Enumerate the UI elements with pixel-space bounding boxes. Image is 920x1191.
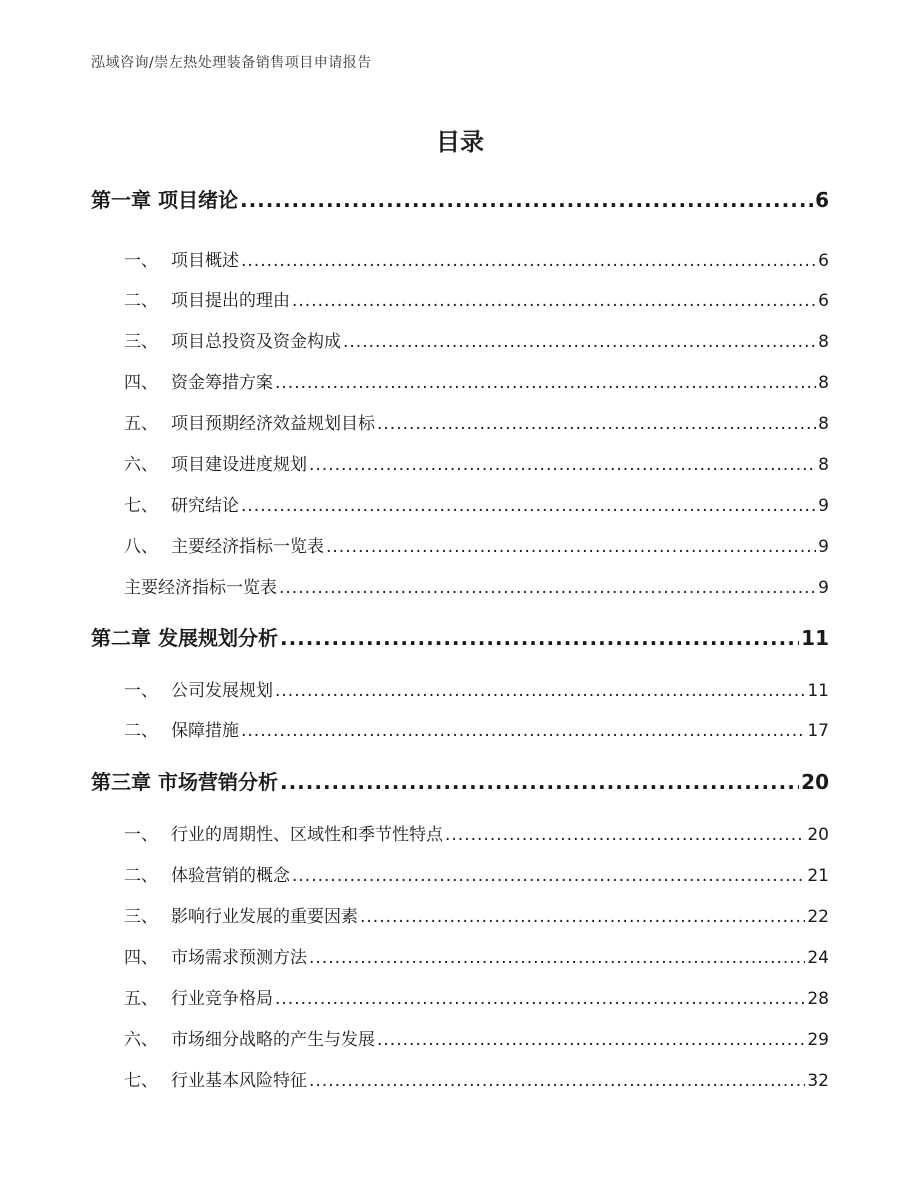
toc-entry-text: 主要经济指标一览表 bbox=[124, 578, 277, 598]
toc-page-number: 24 bbox=[807, 948, 829, 968]
toc-page-number: 21 bbox=[807, 866, 829, 886]
toc-section-entry[interactable] bbox=[124, 491, 829, 516]
toc-entry-text: 体验营销的概念 bbox=[171, 866, 290, 886]
toc-entry-label bbox=[124, 861, 290, 886]
toc-page-number: 8 bbox=[818, 332, 829, 352]
toc-dot-leader bbox=[240, 188, 813, 212]
toc-entry-number: 七、 bbox=[124, 1071, 158, 1091]
toc-entry-text: 行业基本风险特征 bbox=[171, 1071, 307, 1091]
toc-entry-label bbox=[124, 716, 239, 741]
page-header: 泓域咨询/崇左热处理装备销售项目申请报告 bbox=[91, 55, 372, 71]
toc-dot-leader bbox=[445, 825, 805, 845]
toc-section-entry[interactable] bbox=[124, 902, 829, 927]
toc-entry-label bbox=[124, 368, 273, 393]
toc-section-entry[interactable] bbox=[124, 716, 829, 741]
toc-entry-text: 影响行业发展的重要因素 bbox=[171, 907, 358, 927]
toc-entry-number: 二、 bbox=[124, 291, 158, 311]
page-title: 目录 bbox=[436, 128, 484, 156]
toc-dot-leader bbox=[279, 578, 816, 598]
toc-entry-label bbox=[124, 532, 324, 557]
toc-entry-label bbox=[124, 984, 273, 1009]
toc-page-number: 11 bbox=[801, 626, 829, 650]
toc-entry-number: 六、 bbox=[124, 455, 158, 475]
toc-dot-leader bbox=[292, 866, 805, 886]
toc-section-entry[interactable] bbox=[124, 246, 829, 271]
toc-entry-label bbox=[124, 1025, 375, 1050]
toc-entry-number: 二、 bbox=[124, 866, 158, 886]
toc-chapter-entry[interactable] bbox=[91, 184, 829, 213]
toc-section-entry[interactable] bbox=[124, 327, 829, 352]
toc-entry-text: 行业的周期性、区域性和季节性特点 bbox=[171, 825, 443, 845]
toc-entry-text: 行业竞争格局 bbox=[171, 989, 273, 1009]
toc-entry-text: 研究结论 bbox=[171, 496, 239, 516]
toc-entry-text: 项目提出的理由 bbox=[171, 291, 290, 311]
toc-entry-text: 主要经济指标一览表 bbox=[171, 537, 324, 557]
toc-entry-number: 八、 bbox=[124, 537, 158, 557]
toc-entry-number: 一、 bbox=[124, 681, 158, 701]
toc-dot-leader bbox=[241, 721, 805, 741]
toc-page-number: 22 bbox=[807, 907, 829, 927]
toc-dot-leader bbox=[275, 681, 805, 701]
toc-entry-text: 资金筹措方案 bbox=[171, 373, 273, 393]
toc-entry-label bbox=[124, 820, 443, 845]
toc-entry-number: 五、 bbox=[124, 989, 158, 1009]
toc-entry-number: 四、 bbox=[124, 948, 158, 968]
toc-dot-leader bbox=[280, 626, 799, 650]
toc-page-number: 6 bbox=[818, 251, 829, 271]
toc-dot-leader bbox=[275, 373, 816, 393]
toc-page-number: 8 bbox=[818, 455, 829, 475]
toc-section-entry[interactable] bbox=[124, 676, 829, 701]
toc-chapter-entry[interactable] bbox=[91, 622, 829, 651]
toc-dot-leader bbox=[309, 948, 805, 968]
toc-section-entry[interactable] bbox=[124, 1066, 829, 1091]
toc-entry-number: 三、 bbox=[124, 907, 158, 927]
toc-dot-leader bbox=[275, 989, 805, 1009]
toc-entry-text: 第一章 项目绪论 bbox=[91, 188, 238, 212]
toc-entry-label bbox=[124, 409, 375, 434]
toc-entry-number: 五、 bbox=[124, 414, 158, 434]
toc-section-entry[interactable] bbox=[124, 286, 829, 311]
toc-dot-leader bbox=[326, 537, 816, 557]
toc-entry-label bbox=[124, 943, 307, 968]
toc-section-entry[interactable] bbox=[124, 450, 829, 475]
toc-entry-text: 项目预期经济效益规划目标 bbox=[171, 414, 375, 434]
toc-entry-number: 三、 bbox=[124, 332, 158, 352]
toc-dot-leader bbox=[280, 770, 799, 794]
toc-entry-number: 四、 bbox=[124, 373, 158, 393]
toc-dot-leader bbox=[241, 496, 816, 516]
toc-dot-leader bbox=[377, 1030, 805, 1050]
toc-section-entry[interactable] bbox=[124, 984, 829, 1009]
toc-entry-text: 保障措施 bbox=[171, 721, 239, 741]
toc-entry-text: 第三章 市场营销分析 bbox=[91, 770, 278, 794]
toc-entry-number: 一、 bbox=[124, 251, 158, 271]
toc-page-number: 9 bbox=[818, 537, 829, 557]
toc-dot-leader bbox=[377, 414, 816, 434]
toc-page-number: 6 bbox=[815, 188, 829, 212]
toc-page-number: 8 bbox=[818, 414, 829, 434]
toc-entry-text: 第二章 发展规划分析 bbox=[91, 626, 278, 650]
toc-entry-label bbox=[124, 573, 277, 598]
toc-entry-text: 公司发展规划 bbox=[171, 681, 273, 701]
toc-section-entry[interactable] bbox=[124, 573, 829, 598]
toc-dot-leader bbox=[241, 251, 816, 271]
toc-entry-text: 项目总投资及资金构成 bbox=[171, 332, 341, 352]
toc-entry-label bbox=[124, 286, 290, 311]
toc-entry-text: 市场需求预测方法 bbox=[171, 948, 307, 968]
toc-entry-label bbox=[124, 1066, 307, 1091]
toc-entry-label bbox=[124, 491, 239, 516]
toc-entry-label bbox=[124, 676, 273, 701]
toc-page-number: 11 bbox=[807, 681, 829, 701]
toc-entry-text: 项目建设进度规划 bbox=[171, 455, 307, 475]
toc-page-number: 8 bbox=[818, 373, 829, 393]
toc-entry-number: 二、 bbox=[124, 721, 158, 741]
toc-page-number: 29 bbox=[807, 1030, 829, 1050]
toc-dot-leader bbox=[309, 1071, 805, 1091]
toc-section-entry[interactable] bbox=[124, 943, 829, 968]
toc-page-number: 17 bbox=[807, 721, 829, 741]
toc-entry-label bbox=[124, 902, 358, 927]
toc-dot-leader bbox=[292, 291, 816, 311]
toc-entry-label bbox=[124, 327, 341, 352]
toc-dot-leader bbox=[360, 907, 805, 927]
toc-entry-label bbox=[124, 450, 307, 475]
toc-page-number: 28 bbox=[807, 989, 829, 1009]
toc-page-number: 6 bbox=[818, 291, 829, 311]
toc-entry-number: 一、 bbox=[124, 825, 158, 845]
toc-entry-text: 项目概述 bbox=[171, 251, 239, 271]
toc-section-entry[interactable] bbox=[124, 532, 829, 557]
toc-entry-label bbox=[124, 246, 239, 271]
toc-dot-leader bbox=[309, 455, 816, 475]
toc-chapter-entry[interactable] bbox=[91, 766, 829, 795]
toc-section-entry[interactable] bbox=[124, 861, 829, 886]
toc-section-entry[interactable] bbox=[124, 820, 829, 845]
toc-section-entry[interactable] bbox=[124, 1025, 829, 1050]
toc-entry-number: 六、 bbox=[124, 1030, 158, 1050]
toc-page-number: 9 bbox=[818, 496, 829, 516]
toc-page-number: 20 bbox=[801, 770, 829, 794]
toc-dot-leader bbox=[343, 332, 816, 352]
toc-section-entry[interactable] bbox=[124, 368, 829, 393]
toc-entry-label bbox=[91, 622, 278, 651]
toc-entry-number: 七、 bbox=[124, 496, 158, 516]
toc-section-entry[interactable] bbox=[124, 409, 829, 434]
toc-entry-label bbox=[91, 184, 238, 213]
toc-page-number: 9 bbox=[818, 578, 829, 598]
toc-page-number: 32 bbox=[807, 1071, 829, 1091]
toc-entry-text: 市场细分战略的产生与发展 bbox=[171, 1030, 375, 1050]
toc-page-number: 20 bbox=[807, 825, 829, 845]
toc-entry-label bbox=[91, 766, 278, 795]
